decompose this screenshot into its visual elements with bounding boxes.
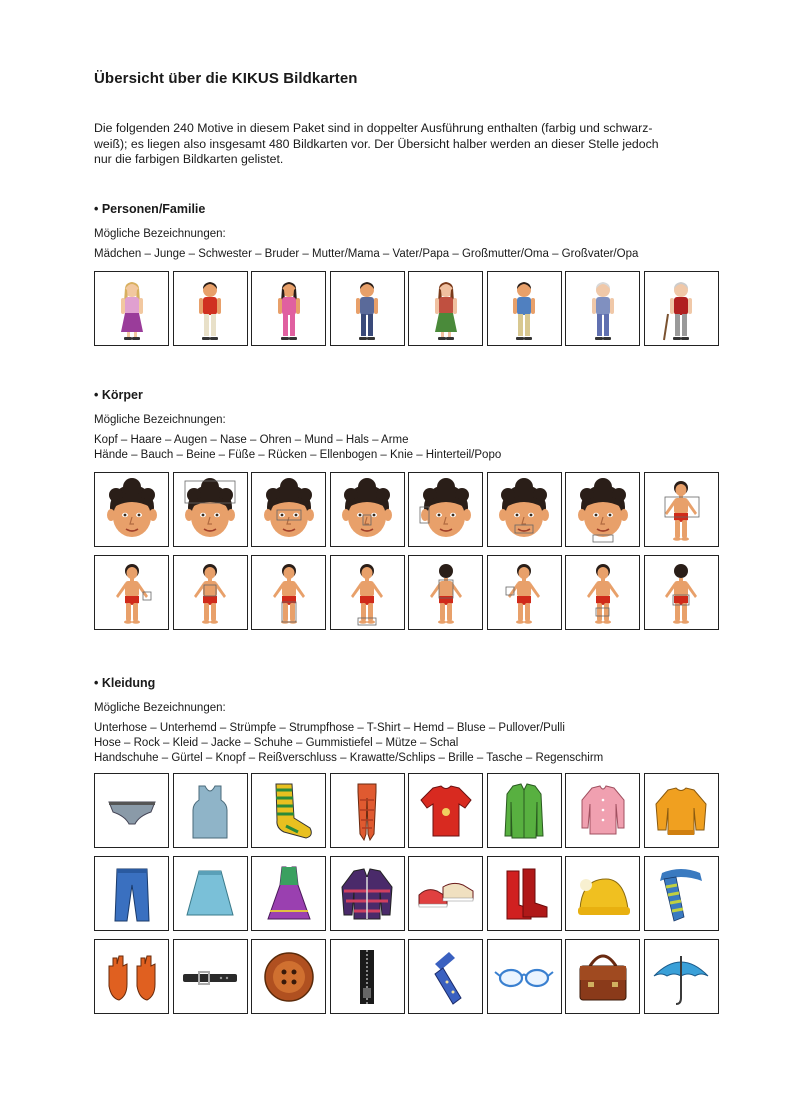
sweater-icon bbox=[648, 778, 714, 844]
label-line: Hände – Bauch – Beine – Füße – Rücken – Ellenbogen – Knie – Hinterteil/Popo bbox=[94, 449, 502, 461]
card-grid-personen bbox=[94, 271, 719, 346]
label-line: Kopf – Haare – Augen – Nase – Ohren – Mund – Hals – Arme bbox=[94, 434, 409, 446]
picture-card-jacket bbox=[330, 856, 405, 931]
section-kleidung bbox=[94, 676, 734, 766]
head-icon bbox=[99, 477, 165, 543]
picture-card-tie bbox=[408, 939, 483, 1014]
picture-card-belt bbox=[173, 939, 248, 1014]
umbrella-icon bbox=[648, 944, 714, 1010]
picture-card-blouse bbox=[565, 773, 640, 848]
picture-card-head bbox=[94, 472, 169, 547]
picture-card-bag bbox=[565, 939, 640, 1014]
picture-card-underpants bbox=[94, 773, 169, 848]
section-personen-familie bbox=[94, 202, 734, 262]
section-title: • Kleidung bbox=[94, 676, 156, 690]
picture-card-shirt bbox=[487, 773, 562, 848]
section-title: • Personen/Familie bbox=[94, 202, 206, 216]
picture-card-tshirt bbox=[408, 773, 483, 848]
picture-card-back bbox=[408, 555, 483, 630]
cap-icon bbox=[570, 861, 636, 927]
card-grid-koerper bbox=[94, 472, 719, 630]
belt-icon bbox=[177, 944, 243, 1010]
picture-card-umbrella bbox=[644, 939, 719, 1014]
picture-card-rubber-boots bbox=[487, 856, 562, 931]
picture-card-shoes bbox=[408, 856, 483, 931]
button-icon bbox=[256, 944, 322, 1010]
legs-icon bbox=[256, 560, 322, 626]
intro-paragraph bbox=[94, 121, 714, 168]
jacket-icon bbox=[334, 861, 400, 927]
picture-card-feet bbox=[330, 555, 405, 630]
underpants-icon bbox=[99, 778, 165, 844]
shoes-icon bbox=[413, 861, 479, 927]
section-koerper bbox=[94, 388, 734, 463]
picture-card-belly bbox=[173, 555, 248, 630]
section-subhead: Mögliche Bezeichnungen: bbox=[94, 414, 226, 426]
picture-card-gloves bbox=[94, 939, 169, 1014]
picture-card-tights bbox=[330, 773, 405, 848]
intro-line: weiß); es liegen also insgesamt 480 Bildkarten vor. Der Übersicht halber werden an dieser Stelle jedoch bbox=[94, 136, 659, 151]
skirt-icon bbox=[177, 861, 243, 927]
picture-card-father bbox=[487, 271, 562, 346]
bottom-icon bbox=[648, 560, 714, 626]
picture-card-scarf bbox=[644, 856, 719, 931]
hair-icon bbox=[177, 477, 243, 543]
picture-card-sweater bbox=[644, 773, 719, 848]
picture-card-girl bbox=[94, 271, 169, 346]
picture-card-grandmother bbox=[565, 271, 640, 346]
section-title: • Körper bbox=[94, 388, 143, 402]
picture-card-grandfather bbox=[644, 271, 719, 346]
arms-icon bbox=[648, 477, 714, 543]
picture-card-glasses bbox=[487, 939, 562, 1014]
grandmother-icon bbox=[570, 276, 636, 342]
tshirt-icon bbox=[413, 778, 479, 844]
rubber-boots-icon bbox=[491, 861, 557, 927]
picture-card-elbow bbox=[487, 555, 562, 630]
picture-card-cap bbox=[565, 856, 640, 931]
picture-card-sister bbox=[251, 271, 326, 346]
dress-icon bbox=[256, 861, 322, 927]
picture-card-brother bbox=[330, 271, 405, 346]
picture-card-neck bbox=[565, 472, 640, 547]
picture-card-trousers bbox=[94, 856, 169, 931]
girl-icon bbox=[99, 276, 165, 342]
mouth-icon bbox=[491, 477, 557, 543]
picture-card-boy bbox=[173, 271, 248, 346]
hands-icon bbox=[99, 560, 165, 626]
father-icon bbox=[491, 276, 557, 342]
picture-card-undershirt bbox=[173, 773, 248, 848]
section-subhead: Mögliche Bezeichnungen: bbox=[94, 702, 226, 714]
grandfather-icon bbox=[648, 276, 714, 342]
picture-card-mother bbox=[408, 271, 483, 346]
ears-icon bbox=[413, 477, 479, 543]
shirt-icon bbox=[491, 778, 557, 844]
picture-card-arms bbox=[644, 472, 719, 547]
picture-card-socks bbox=[251, 773, 326, 848]
picture-card-zipper bbox=[330, 939, 405, 1014]
section-subhead: Mögliche Bezeichnungen: bbox=[94, 228, 226, 240]
picture-card-legs bbox=[251, 555, 326, 630]
picture-card-dress bbox=[251, 856, 326, 931]
elbow-icon bbox=[491, 560, 557, 626]
blouse-icon bbox=[570, 778, 636, 844]
bag-icon bbox=[570, 944, 636, 1010]
back-icon bbox=[413, 560, 479, 626]
gloves-icon bbox=[99, 944, 165, 1010]
label-line: Hose – Rock – Kleid – Jacke – Schuhe – Gummistiefel – Mütze – Schal bbox=[94, 737, 459, 749]
feet-icon bbox=[334, 560, 400, 626]
tights-icon bbox=[334, 778, 400, 844]
label-line: Handschuhe – Gürtel – Knopf – Reißverschluss – Krawatte/Schlips – Brille – Tasche – Regenschirm bbox=[94, 752, 604, 764]
socks-icon bbox=[256, 778, 322, 844]
nose-icon bbox=[334, 477, 400, 543]
picture-card-hair bbox=[173, 472, 248, 547]
picture-card-knee bbox=[565, 555, 640, 630]
zipper-icon bbox=[334, 944, 400, 1010]
scarf-icon bbox=[648, 861, 714, 927]
label-line: Mädchen – Junge – Schwester – Bruder – Mutter/Mama – Vater/Papa – Großmutter/Oma – Großvater/Opa bbox=[94, 248, 639, 260]
sister-icon bbox=[256, 276, 322, 342]
glasses-icon bbox=[491, 944, 557, 1010]
trousers-icon bbox=[99, 861, 165, 927]
mother-icon bbox=[413, 276, 479, 342]
belly-icon bbox=[177, 560, 243, 626]
picture-card-skirt bbox=[173, 856, 248, 931]
picture-card-ears bbox=[408, 472, 483, 547]
boy-icon bbox=[177, 276, 243, 342]
picture-card-button bbox=[251, 939, 326, 1014]
picture-card-nose bbox=[330, 472, 405, 547]
card-grid-kleidung bbox=[94, 773, 719, 1014]
intro-line: nur die farbigen Bildkarten gelistet. bbox=[94, 152, 284, 166]
label-line: Unterhose – Unterhemd – Strümpfe – Strumpfhose – T-Shirt – Hemd – Bluse – Pullover/Pulli bbox=[94, 722, 565, 734]
picture-card-eyes bbox=[251, 472, 326, 547]
intro-line: Die folgenden 240 Motive in diesem Paket sind in doppelter Ausführung enthalten (farbig und schwarz- bbox=[94, 121, 653, 135]
picture-card-bottom bbox=[644, 555, 719, 630]
picture-card-hands bbox=[94, 555, 169, 630]
neck-icon bbox=[570, 477, 636, 543]
page-title: Übersicht über die KIKUS Bildkarten bbox=[94, 70, 358, 87]
picture-card-mouth bbox=[487, 472, 562, 547]
knee-icon bbox=[570, 560, 636, 626]
undershirt-icon bbox=[177, 778, 243, 844]
eyes-icon bbox=[256, 477, 322, 543]
brother-icon bbox=[334, 276, 400, 342]
tie-icon bbox=[413, 944, 479, 1010]
